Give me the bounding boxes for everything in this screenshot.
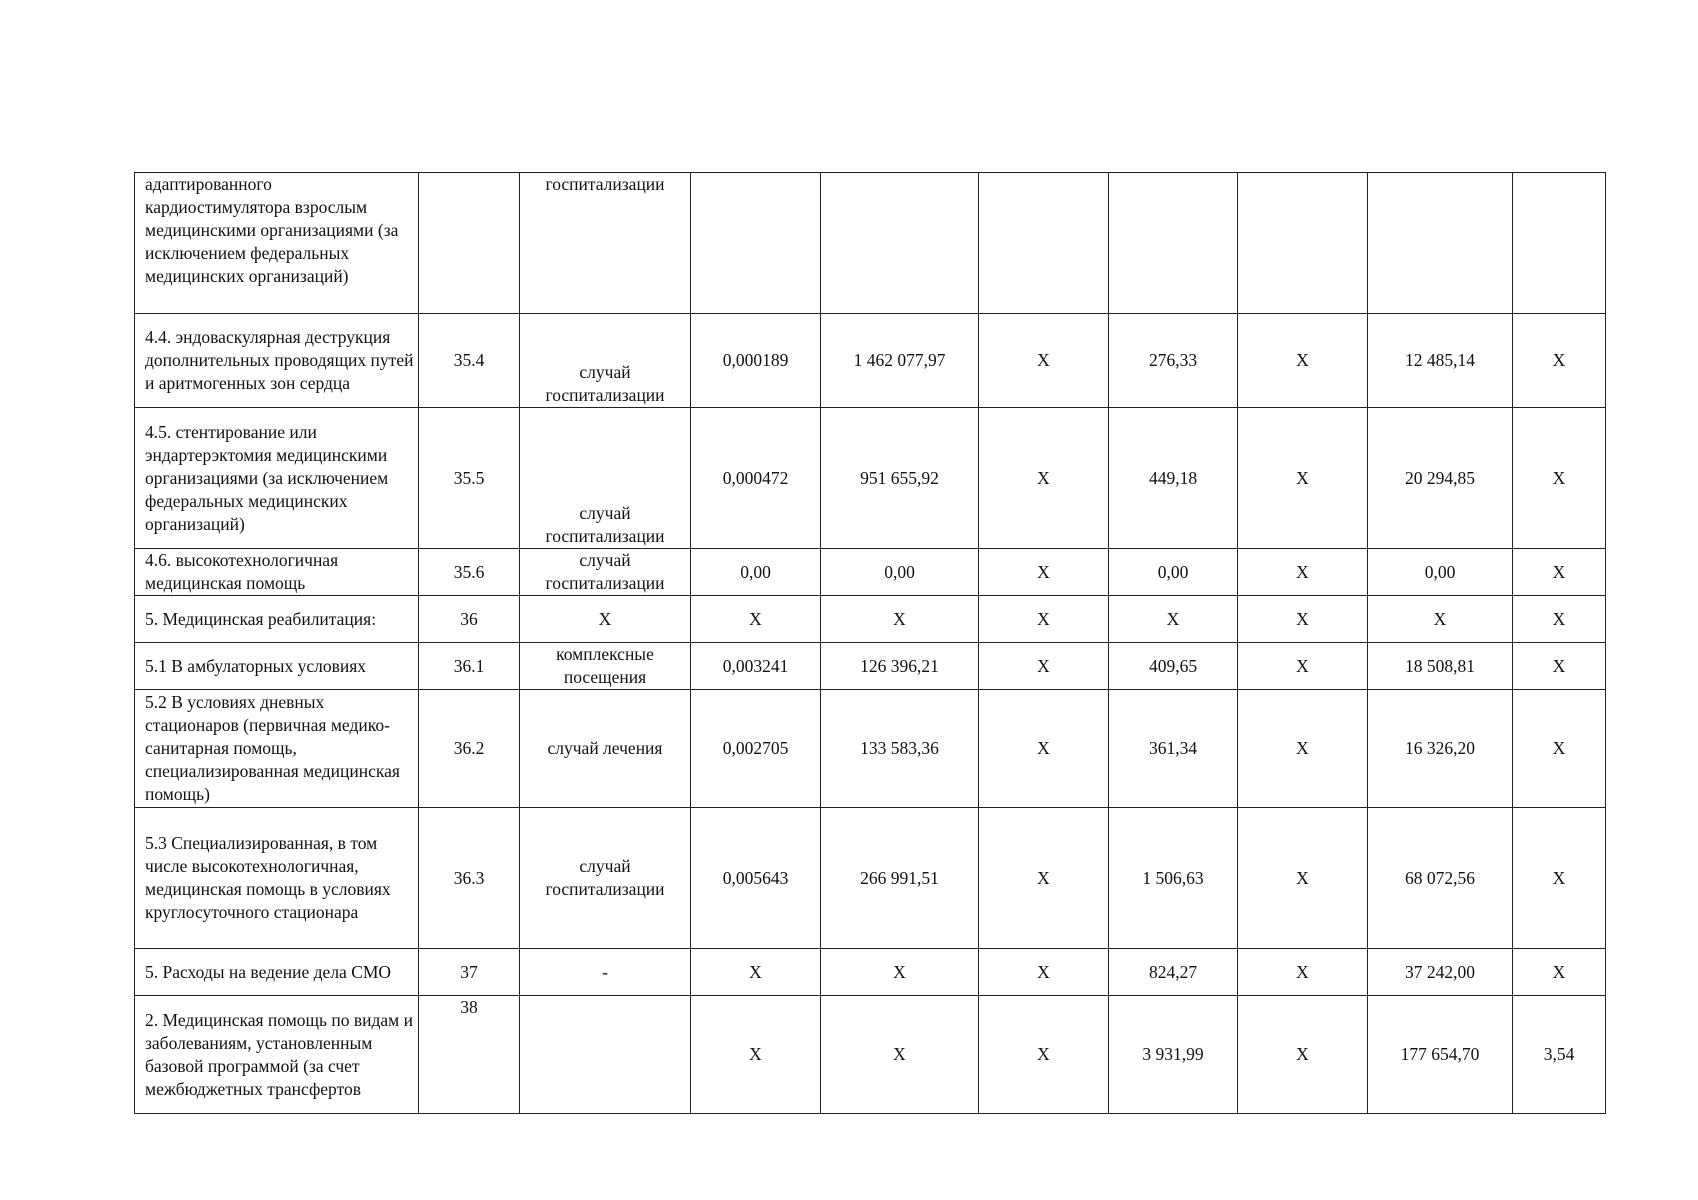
row-value: 951 655,92	[821, 408, 979, 549]
row-code: 35.5	[419, 408, 520, 549]
row-unit: X	[520, 596, 691, 643]
row-value: 824,27	[1109, 949, 1238, 996]
row-value: 12 485,14	[1368, 314, 1513, 408]
row-value	[691, 173, 821, 314]
row-name: 5. Расходы на ведение дела СМО	[135, 949, 419, 996]
row-unit: случай госпитализации	[520, 549, 691, 596]
table-row	[135, 643, 1606, 690]
row-name: 4.6. высокотехнологичная медицинская помощь	[135, 549, 419, 596]
row-name: 2. Медицинская помощь по видам и заболеваниям, установленным базовой программой (за счет межбюджетных трансфертов	[135, 996, 419, 1114]
table-row	[135, 690, 1606, 808]
row-value: 0,005643	[691, 808, 821, 949]
table-row	[135, 173, 1606, 314]
row-value: 133 583,36	[821, 690, 979, 808]
row-value: X	[1109, 596, 1238, 643]
row-value: X	[691, 996, 821, 1114]
table-row	[135, 949, 1606, 996]
row-value: X	[691, 596, 821, 643]
row-value	[979, 173, 1109, 314]
row-value: 20 294,85	[1368, 408, 1513, 549]
row-value: 0,00	[1109, 549, 1238, 596]
row-value: X	[1238, 314, 1368, 408]
table-row	[135, 408, 1606, 549]
row-value: 18 508,81	[1368, 643, 1513, 690]
row-unit: случай госпитализации	[520, 314, 691, 408]
row-name: 4.4. эндоваскулярная деструкция дополнительных проводящих путей и аритмогенных зон сердца	[135, 314, 419, 408]
row-value: 409,65	[1109, 643, 1238, 690]
row-unit	[520, 996, 691, 1114]
table-row	[135, 314, 1606, 408]
row-value: X	[1513, 690, 1606, 808]
row-value: X	[1513, 314, 1606, 408]
row-value: X	[1238, 549, 1368, 596]
row-value: 16 326,20	[1368, 690, 1513, 808]
row-value: X	[1238, 408, 1368, 549]
row-value: 37 242,00	[1368, 949, 1513, 996]
row-value: X	[1238, 808, 1368, 949]
row-value: 0,003241	[691, 643, 821, 690]
row-name: адаптированного кардиостимулятора взрослым медицинскими организациями (за исключением федеральных медицинских организаций)	[135, 173, 419, 314]
table-row	[135, 549, 1606, 596]
row-value: 3 931,99	[1109, 996, 1238, 1114]
row-value: X	[979, 643, 1109, 690]
row-value: X	[1238, 643, 1368, 690]
row-value	[821, 173, 979, 314]
row-name: 5. Медицинская реабилитация:	[135, 596, 419, 643]
row-code: 35.4	[419, 314, 520, 408]
row-value: X	[979, 996, 1109, 1114]
row-value: X	[979, 408, 1109, 549]
row-value: 3,54	[1513, 996, 1606, 1114]
row-value: X	[979, 808, 1109, 949]
row-value: 1 506,63	[1109, 808, 1238, 949]
row-name: 5.3 Специализированная, в том числе высокотехнологичная, медицинская помощь в условиях круглосуточного стационара	[135, 808, 419, 949]
row-value	[1513, 173, 1606, 314]
row-value: X	[1238, 596, 1368, 643]
row-value	[1109, 173, 1238, 314]
table-row	[135, 996, 1606, 1114]
row-value: X	[979, 949, 1109, 996]
row-value: X	[1513, 549, 1606, 596]
row-value: X	[1513, 408, 1606, 549]
row-code: 35.6	[419, 549, 520, 596]
row-value: X	[1238, 949, 1368, 996]
row-value: X	[821, 596, 979, 643]
row-value: X	[1513, 596, 1606, 643]
row-value: 0,000189	[691, 314, 821, 408]
row-value: 361,34	[1109, 690, 1238, 808]
row-unit: случай госпитализации	[520, 808, 691, 949]
row-value: 266 991,51	[821, 808, 979, 949]
row-code: 36.1	[419, 643, 520, 690]
row-unit: случай госпитализации	[520, 408, 691, 549]
row-value: 0,000472	[691, 408, 821, 549]
row-value: 0,00	[691, 549, 821, 596]
row-code: 37	[419, 949, 520, 996]
row-name: 5.2 В условиях дневных стационаров (первичная медико-санитарная помощь, специализированная медицинская помощь)	[135, 690, 419, 808]
row-value: X	[821, 949, 979, 996]
row-value: X	[1513, 643, 1606, 690]
row-value: X	[979, 690, 1109, 808]
row-value: 449,18	[1109, 408, 1238, 549]
row-code: 36.3	[419, 808, 520, 949]
row-value: X	[691, 949, 821, 996]
row-value: X	[1513, 808, 1606, 949]
row-value: 1 462 077,97	[821, 314, 979, 408]
row-code	[419, 173, 520, 314]
row-value: 126 396,21	[821, 643, 979, 690]
row-value: 177 654,70	[1368, 996, 1513, 1114]
row-code: 38	[419, 996, 520, 1114]
table-row	[135, 808, 1606, 949]
row-unit: комплексные посещения	[520, 643, 691, 690]
row-value: X	[979, 314, 1109, 408]
row-value: X	[1238, 996, 1368, 1114]
row-value	[1238, 173, 1368, 314]
table-row	[135, 596, 1606, 643]
row-value: 0,00	[821, 549, 979, 596]
row-code: 36	[419, 596, 520, 643]
row-value: X	[1238, 690, 1368, 808]
row-value: 0,00	[1368, 549, 1513, 596]
row-code: 36.2	[419, 690, 520, 808]
row-value: 276,33	[1109, 314, 1238, 408]
row-value: 0,002705	[691, 690, 821, 808]
row-value: X	[979, 596, 1109, 643]
row-value: X	[1513, 949, 1606, 996]
row-value: X	[1368, 596, 1513, 643]
row-name: 4.5. стентирование или эндартерэктомия медицинскими организациями (за исключением федеральных медицинских организаций)	[135, 408, 419, 549]
row-value	[1368, 173, 1513, 314]
row-name: 5.1 В амбулаторных условиях	[135, 643, 419, 690]
row-value: 68 072,56	[1368, 808, 1513, 949]
row-value: X	[821, 996, 979, 1114]
row-value: X	[979, 549, 1109, 596]
row-unit: госпитализации	[520, 173, 691, 314]
data-table	[134, 172, 1606, 1114]
row-unit: -	[520, 949, 691, 996]
row-unit: случай лечения	[520, 690, 691, 808]
